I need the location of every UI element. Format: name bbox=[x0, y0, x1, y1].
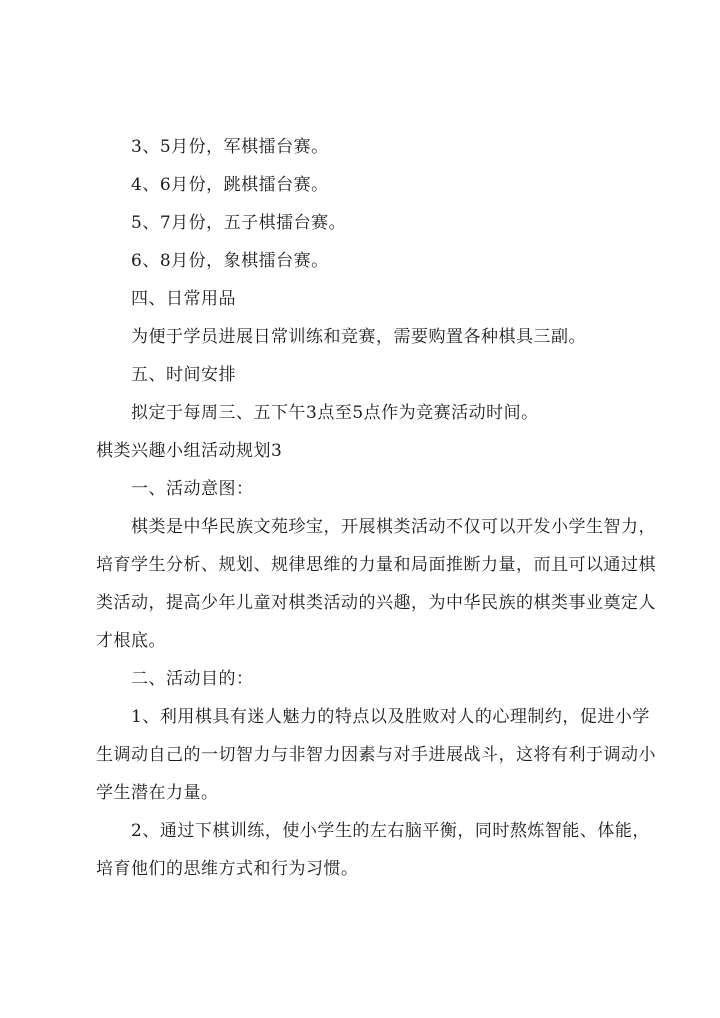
list-item-xiangqi: 6、8月份，象棋擂台赛。 bbox=[131, 251, 329, 271]
list-item-military-chess: 3、5月份，军棋擂台赛。 bbox=[131, 137, 329, 157]
paragraph-intent-line-4: 才根底。 bbox=[96, 631, 166, 651]
section-heading-intent: 一、活动意图： bbox=[131, 479, 254, 499]
paragraph-intent-line-3: 类活动，提高少年儿童对棋类活动的兴趣，为中华民族的棋类事业奠定人 bbox=[96, 593, 656, 613]
paragraph-goal-1-line-2: 生调动自己的一切智力与非智力因素与对手进展战斗，这将有利于调动小 bbox=[96, 745, 656, 765]
paragraph-schedule: 拟定于每周三、五下午3点至5点作为竞赛活动时间。 bbox=[131, 403, 539, 423]
document-title-plan-3: 棋类兴趣小组活动规划3 bbox=[96, 441, 283, 461]
paragraph-goal-1-line-1: 1、利用棋具有迷人魅力的特点以及胜败对人的心理制约，促进小学 bbox=[131, 707, 650, 727]
paragraph-intent-line-1: 棋类是中华民族文苑珍宝，开展棋类活动不仅可以开发小学生智力， bbox=[131, 517, 656, 537]
section-heading-schedule: 五、时间安排 bbox=[131, 365, 236, 385]
paragraph-goal-2-line-2: 培育他们的思维方式和行为习惯。 bbox=[96, 859, 359, 879]
paragraph-supplies: 为便于学员进展日常训练和竞赛，需要购置各种棋具三副。 bbox=[131, 327, 586, 347]
paragraph-goal-2-line-1: 2、通过下棋训练，使小学生的左右脑平衡，同时熬炼智能、体能， bbox=[131, 821, 650, 841]
list-item-checkers: 4、6月份，跳棋擂台赛。 bbox=[131, 175, 329, 195]
section-heading-supplies: 四、日常用品 bbox=[131, 289, 236, 309]
paragraph-intent-line-2: 培育学生分析、规划、规律思维的力量和局面推断力量，而且可以通过棋 bbox=[96, 555, 656, 575]
paragraph-goal-1-line-3: 学生潜在力量。 bbox=[96, 783, 219, 803]
section-heading-goals: 二、活动目的： bbox=[131, 669, 254, 689]
list-item-gomoku: 5、7月份，五子棋擂台赛。 bbox=[131, 213, 347, 233]
